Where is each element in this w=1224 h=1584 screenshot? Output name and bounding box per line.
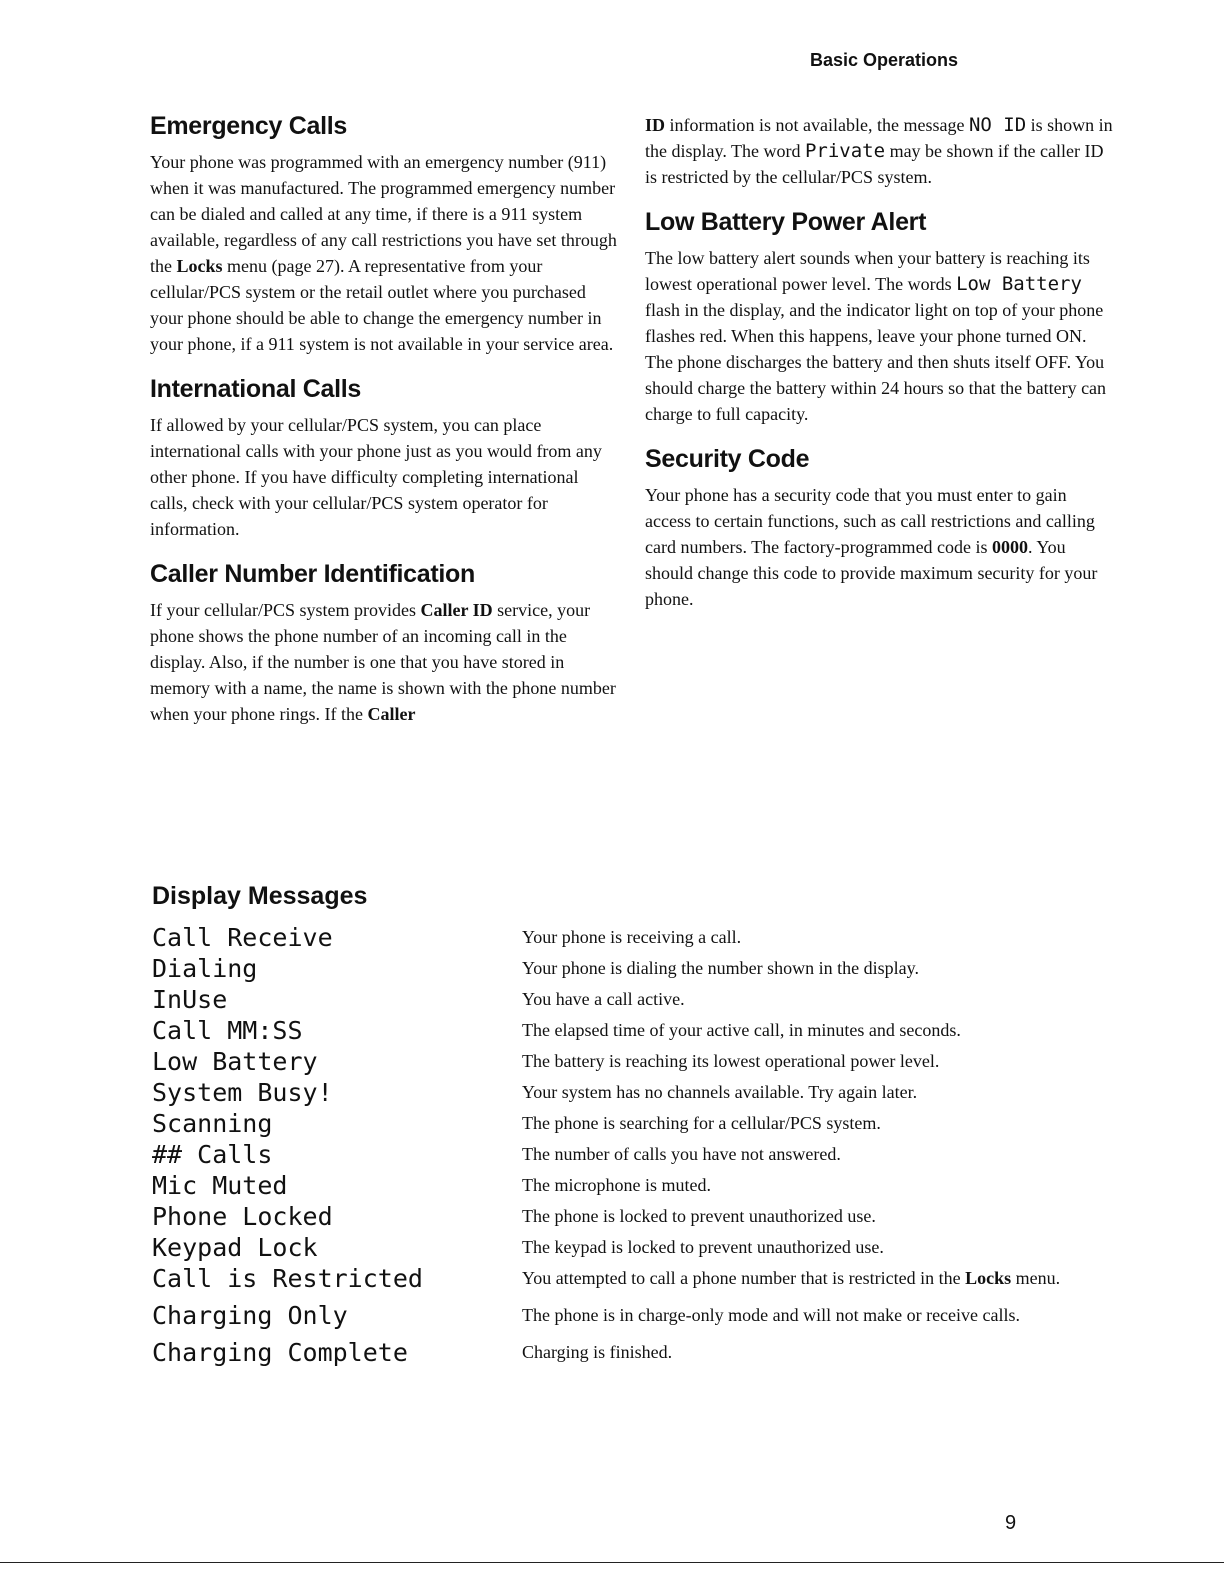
bottom-rule — [0, 1562, 1224, 1563]
table-row — [152, 1337, 1132, 1368]
page-number: 9 — [1005, 1512, 1017, 1534]
id-term: ID — [645, 115, 666, 135]
private-display-text: Private — [804, 140, 886, 162]
table-row — [152, 1015, 1132, 1046]
text-run: service, your phone shows the phone number of an incoming call in the display. Also, if the number is one that you have stored in memory with a name, the name is shown with the phone number when your phone rings. If the — [150, 600, 616, 724]
message-description: The phone is in charge-only mode and will not make or receive calls. — [522, 1305, 1021, 1325]
message-code: InUse — [152, 985, 228, 1014]
security-code-value: 0000 — [992, 537, 1029, 557]
message-description: The number of calls you have not answered. — [522, 1144, 841, 1164]
message-code: Charging Only — [152, 1301, 348, 1330]
paragraph-security — [645, 482, 1115, 612]
section-title-emergency: Emergency Calls — [150, 112, 347, 140]
section-title-low-battery: Low Battery Power Alert — [645, 208, 927, 236]
message-description: Your phone is receiving a call. — [522, 927, 742, 947]
text-run: . You should change this code to provide maximum security for your phone. — [645, 537, 1098, 609]
paragraph-emergency — [150, 149, 620, 357]
left-column — [150, 112, 620, 745]
message-description: The phone is locked to prevent unauthorized use. — [522, 1206, 876, 1226]
text-run: The low battery alert sounds when your battery is reaching its lowest operational power level. The words — [645, 248, 1090, 294]
message-description: The microphone is muted. — [522, 1175, 711, 1195]
locks-term: Locks — [176, 256, 223, 276]
caller-id-term: Caller ID — [420, 600, 493, 620]
paragraph-low-battery — [645, 245, 1115, 427]
message-description: Your system has no channels available. Try again later. — [522, 1082, 918, 1102]
message-code: Charging Complete — [152, 1338, 408, 1367]
text-run: Your phone was programmed with an emergency number (911) when it was manufactured. The programmed emergency number can be dialed and called at any time, if there is a 911 system available, regardless of any call restrictions you have set through the — [150, 152, 617, 276]
text-run: information is not available, the message — [665, 115, 969, 135]
text-run: menu. — [1011, 1268, 1061, 1288]
caller-term: Caller — [367, 704, 416, 724]
message-description: Charging is finished. — [522, 1342, 673, 1362]
message-code: Phone Locked — [152, 1202, 333, 1231]
message-code: Dialing — [152, 954, 258, 983]
table-row — [152, 1139, 1132, 1170]
message-code: Scanning — [152, 1109, 273, 1138]
low-battery-display-text: Low Battery — [956, 273, 1082, 295]
text-run: menu (page 27). A representative from your cellular/PCS system or the retail outlet where you purchased your phone should be able to change the emergency number in your phone, if a 911 system is not available in your service area. — [150, 256, 614, 354]
table-row — [152, 922, 1132, 953]
display-messages-title: Display Messages — [152, 882, 368, 910]
section-title-caller-id: Caller Number Identification — [150, 560, 475, 588]
display-messages-table — [152, 922, 1132, 1368]
table-row — [152, 1077, 1132, 1108]
message-code: Call Receive — [152, 923, 333, 952]
section-title-international: International Calls — [150, 375, 362, 403]
message-description: The elapsed time of your active call, in minutes and seconds. — [522, 1020, 961, 1040]
message-code: Call is Restricted — [152, 1264, 423, 1293]
message-code: Call MM:SS — [152, 1016, 303, 1045]
paragraph-caller-id — [150, 597, 620, 727]
message-description: Your phone is dialing the number shown in the display. — [522, 958, 919, 978]
message-code: System Busy! — [152, 1078, 333, 1107]
table-row — [152, 1170, 1132, 1201]
running-header: Basic Operations — [810, 50, 959, 70]
text-run: If your cellular/PCS system provides — [150, 600, 421, 620]
section-title-security: Security Code — [645, 445, 810, 473]
no-id-display-text: NO ID — [968, 114, 1027, 136]
paragraph-caller-id-continued — [645, 112, 1115, 190]
message-code: Low Battery — [152, 1047, 318, 1076]
table-row — [152, 953, 1132, 984]
text-run: is shown in the display. The word — [645, 115, 1113, 161]
table-row — [152, 1300, 1132, 1331]
message-code: ## Calls — [152, 1140, 273, 1169]
text-run: flash in the display, and the indicator light on top of your phone flashes red. When this happens, leave your phone turned ON. The phone discharges the battery and then shuts itself OFF. You should charge the battery within 24 hours so that the battery can charge to full capacity. — [645, 300, 1107, 424]
table-row — [152, 1201, 1132, 1232]
table-row — [152, 1108, 1132, 1139]
text-run: may be shown if the caller ID is restricted by the cellular/PCS system. — [645, 141, 1104, 187]
message-code: Keypad Lock — [152, 1233, 318, 1262]
table-row — [152, 1232, 1132, 1263]
locks-term: Locks — [965, 1268, 1012, 1288]
message-description: The phone is searching for a cellular/PCS system. — [522, 1113, 881, 1133]
table-row — [152, 984, 1132, 1015]
message-code: Mic Muted — [152, 1171, 288, 1200]
message-description: You have a call active. — [522, 989, 685, 1009]
table-row — [152, 1046, 1132, 1077]
paragraph-international: If allowed by your cellular/PCS system, you can place international calls with your phone just as you would from any other phone. If you have difficulty completing international calls, check with your cellular/PCS system operator for information. — [150, 415, 602, 539]
table-row — [152, 1263, 1132, 1294]
text-run: Your phone has a security code that you must enter to gain access to certain functions, such as call restrictions and calling card numbers. The factory-programmed code is — [645, 485, 1095, 557]
right-column — [645, 112, 1115, 630]
text-run: You attempted to call a phone number that is restricted in the — [522, 1268, 966, 1288]
message-description: The keypad is locked to prevent unauthorized use. — [522, 1237, 884, 1257]
message-description — [522, 1263, 1122, 1294]
message-description: The battery is reaching its lowest operational power level. — [522, 1051, 940, 1071]
